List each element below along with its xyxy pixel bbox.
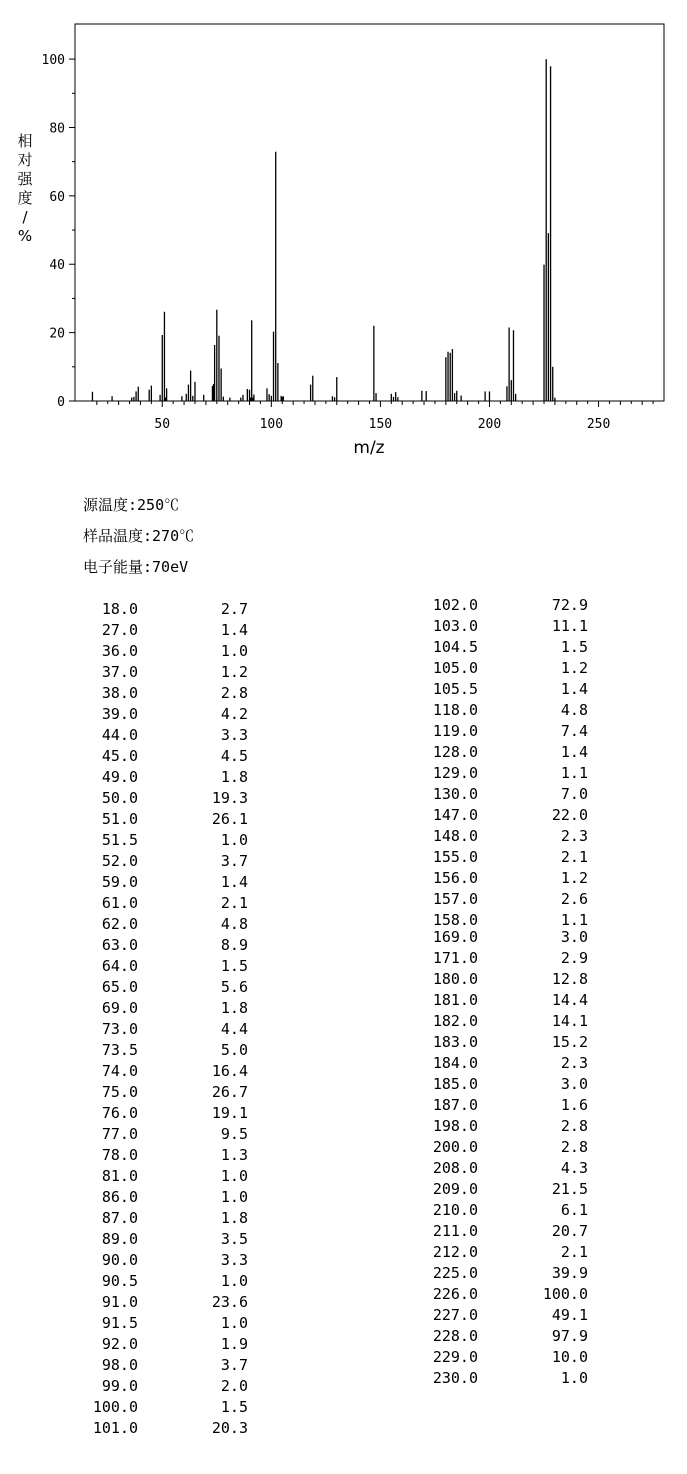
x-axis-label: m/z (353, 438, 385, 458)
intensity-value: 19.3 (211, 789, 248, 807)
intensity-value: 1.2 (560, 659, 588, 677)
mz-value: 148.0 (432, 827, 478, 845)
mz-value: 147.0 (432, 806, 478, 824)
intensity-value: 2.8 (560, 1117, 588, 1135)
mz-value: 65.0 (101, 978, 138, 996)
mz-value: 77.0 (101, 1125, 138, 1143)
intensity-value: 1.2 (220, 663, 248, 681)
y-tick-label: 100 (41, 53, 65, 69)
intensity-value: 2.3 (560, 1054, 588, 1072)
intensity-value: 12.8 (551, 970, 588, 988)
mz-value: 104.5 (432, 638, 478, 656)
mz-value: 182.0 (432, 1012, 478, 1030)
intensity-value: 3.0 (560, 1075, 588, 1093)
x-tick-label: 200 (477, 417, 502, 432)
mz-value: 75.0 (101, 1083, 138, 1101)
intensity-value: 1.5 (220, 1398, 248, 1416)
mz-value: 118.0 (432, 701, 478, 719)
intensity-value: 7.0 (560, 785, 588, 803)
mz-value: 36.0 (101, 642, 138, 660)
mz-value: 91.0 (101, 1293, 138, 1311)
mz-value: 38.0 (101, 684, 138, 702)
mz-value: 230.0 (432, 1369, 478, 1387)
mz-value: 90.5 (101, 1272, 138, 1290)
mz-value: 74.0 (101, 1062, 138, 1080)
intensity-value: 2.1 (560, 1243, 588, 1261)
mz-value: 49.0 (101, 768, 138, 786)
condition-line: 源温度:250℃ (83, 496, 180, 514)
intensity-value: 3.0 (560, 928, 588, 946)
intensity-value: 1.8 (220, 999, 248, 1017)
mz-value: 155.0 (432, 848, 478, 866)
mz-value: 90.0 (101, 1251, 138, 1269)
intensity-value: 2.3 (560, 827, 588, 845)
y-tick-label: 60 (49, 189, 65, 205)
mz-value: 61.0 (101, 894, 138, 912)
y-tick-label: 80 (49, 121, 65, 137)
intensity-value: 2.0 (220, 1377, 248, 1395)
intensity-value: 4.3 (560, 1159, 588, 1177)
intensity-value: 5.6 (220, 978, 248, 996)
intensity-value: 97.9 (551, 1327, 588, 1345)
intensity-value: 20.7 (551, 1222, 588, 1240)
intensity-value: 1.1 (560, 911, 588, 929)
intensity-value: 49.1 (551, 1306, 588, 1324)
condition-line: 电子能量:70eV (83, 558, 189, 576)
mz-value: 129.0 (432, 764, 478, 782)
intensity-value: 1.1 (560, 764, 588, 782)
intensity-value: 1.2 (560, 869, 588, 887)
mz-value: 18.0 (101, 600, 138, 618)
mz-value: 210.0 (432, 1201, 478, 1219)
mz-value: 51.0 (101, 810, 138, 828)
y-axis-label-char: / (22, 208, 28, 226)
intensity-value: 23.6 (211, 1293, 248, 1311)
intensity-value: 8.9 (220, 936, 248, 954)
intensity-value: 2.8 (220, 684, 248, 702)
intensity-value: 4.5 (220, 747, 248, 765)
intensity-value: 2.8 (560, 1138, 588, 1156)
intensity-value: 1.3 (220, 1146, 248, 1164)
intensity-value: 4.8 (560, 701, 588, 719)
intensity-value: 26.1 (211, 810, 248, 828)
intensity-value: 14.1 (551, 1012, 588, 1030)
intensity-value: 2.1 (220, 894, 248, 912)
mz-value: 92.0 (101, 1335, 138, 1353)
intensity-value: 2.7 (220, 600, 248, 618)
intensity-value: 1.0 (220, 1188, 248, 1206)
intensity-value: 1.0 (560, 1369, 588, 1387)
mz-value: 211.0 (432, 1222, 478, 1240)
mz-value: 130.0 (432, 785, 478, 803)
mz-value: 52.0 (101, 852, 138, 870)
plot-frame (75, 24, 664, 401)
mz-value: 208.0 (432, 1159, 478, 1177)
mz-value: 89.0 (101, 1230, 138, 1248)
mz-value: 100.0 (92, 1398, 138, 1416)
mz-value: 44.0 (101, 726, 138, 744)
mz-value: 63.0 (101, 936, 138, 954)
mz-value: 99.0 (101, 1377, 138, 1395)
y-tick-label: 40 (49, 258, 65, 274)
mz-value: 81.0 (101, 1167, 138, 1185)
mz-value: 158.0 (432, 911, 478, 929)
intensity-value: 1.5 (560, 638, 588, 656)
mz-value: 212.0 (432, 1243, 478, 1261)
mz-value: 45.0 (101, 747, 138, 765)
mz-value: 87.0 (101, 1209, 138, 1227)
intensity-value: 14.4 (551, 991, 588, 1009)
mz-value: 229.0 (432, 1348, 478, 1366)
x-tick-label: 50 (154, 417, 171, 432)
spectrum-peaks (92, 59, 554, 401)
x-tick-label: 100 (259, 417, 284, 432)
mz-value: 198.0 (432, 1117, 478, 1135)
mz-value: 180.0 (432, 970, 478, 988)
intensity-value: 3.7 (220, 1356, 248, 1374)
mz-value: 184.0 (432, 1054, 478, 1072)
mz-value: 39.0 (101, 705, 138, 723)
intensity-value: 1.0 (220, 1272, 248, 1290)
mz-value: 69.0 (101, 999, 138, 1017)
intensity-value: 4.8 (220, 915, 248, 933)
y-axis-label-char: 度 (17, 189, 33, 207)
mz-value: 51.5 (101, 831, 138, 849)
condition-line: 样品温度:270℃ (83, 527, 195, 545)
intensity-value: 6.1 (560, 1201, 588, 1219)
x-axis-ticks (97, 401, 653, 432)
mz-value: 227.0 (432, 1306, 478, 1324)
intensity-value: 1.6 (560, 1096, 588, 1114)
intensity-value: 1.9 (220, 1335, 248, 1353)
intensity-value: 1.8 (220, 768, 248, 786)
intensity-value: 4.2 (220, 705, 248, 723)
mz-value: 59.0 (101, 873, 138, 891)
intensity-value: 1.4 (560, 680, 588, 698)
mz-value: 225.0 (432, 1264, 478, 1282)
intensity-value: 1.4 (220, 873, 248, 891)
mz-value: 50.0 (101, 789, 138, 807)
x-tick-label: 150 (368, 417, 393, 432)
mz-value: 169.0 (432, 928, 478, 946)
intensity-value: 3.5 (220, 1230, 248, 1248)
intensity-value: 15.2 (551, 1033, 588, 1051)
mz-value: 98.0 (101, 1356, 138, 1374)
mz-value: 105.5 (432, 680, 478, 698)
y-axis-label-char: 相 (17, 132, 33, 150)
mz-value: 185.0 (432, 1075, 478, 1093)
intensity-value: 16.4 (211, 1062, 248, 1080)
intensity-value: 10.0 (551, 1348, 588, 1366)
intensity-value: 1.0 (220, 1314, 248, 1332)
intensity-value: 2.1 (560, 848, 588, 866)
intensity-value: 1.4 (560, 743, 588, 761)
intensity-value: 9.5 (220, 1125, 248, 1143)
x-tick-label: 250 (586, 417, 611, 432)
intensity-value: 1.0 (220, 831, 248, 849)
mz-value: 226.0 (432, 1285, 478, 1303)
mz-value: 128.0 (432, 743, 478, 761)
y-axis-label (17, 132, 33, 245)
mz-value: 181.0 (432, 991, 478, 1009)
mz-value: 187.0 (432, 1096, 478, 1114)
mz-value: 76.0 (101, 1104, 138, 1122)
intensity-value: 100.0 (542, 1285, 588, 1303)
mz-value: 156.0 (432, 869, 478, 887)
intensity-value: 1.8 (220, 1209, 248, 1227)
mz-value: 171.0 (432, 949, 478, 967)
intensity-value: 4.4 (220, 1020, 248, 1038)
mz-value: 183.0 (432, 1033, 478, 1051)
mz-value: 78.0 (101, 1146, 138, 1164)
mz-value: 105.0 (432, 659, 478, 677)
mz-value: 101.0 (92, 1419, 138, 1437)
intensity-value: 11.1 (551, 617, 588, 635)
intensity-value: 20.3 (211, 1419, 248, 1437)
mz-value: 64.0 (101, 957, 138, 975)
intensity-value: 21.5 (551, 1180, 588, 1198)
mz-value: 157.0 (432, 890, 478, 908)
y-axis-label-char: 对 (17, 151, 33, 169)
y-tick-label: 0 (57, 395, 65, 410)
intensity-value: 3.3 (220, 1251, 248, 1269)
intensity-value: 19.1 (211, 1104, 248, 1122)
mz-value: 91.5 (101, 1314, 138, 1332)
intensity-value: 72.9 (551, 596, 588, 614)
y-axis-label-char: % (17, 227, 33, 245)
intensity-value: 7.4 (560, 722, 588, 740)
mz-value: 209.0 (432, 1180, 478, 1198)
y-axis-label-char: 强 (17, 170, 33, 188)
intensity-value: 1.4 (220, 621, 248, 639)
mz-value: 119.0 (432, 722, 478, 740)
intensity-value: 1.0 (220, 642, 248, 660)
mz-value: 200.0 (432, 1138, 478, 1156)
mz-value: 103.0 (432, 617, 478, 635)
y-tick-label: 20 (49, 326, 65, 342)
mz-value: 37.0 (101, 663, 138, 681)
intensity-value: 2.9 (560, 949, 588, 967)
mz-value: 73.5 (101, 1041, 138, 1059)
intensity-value: 1.0 (220, 1167, 248, 1185)
intensity-value: 3.7 (220, 852, 248, 870)
mz-value: 102.0 (432, 596, 478, 614)
mass-spectrum-chart (0, 0, 687, 470)
y-axis-ticks (42, 53, 75, 410)
mz-value: 27.0 (101, 621, 138, 639)
intensity-value: 22.0 (551, 806, 588, 824)
mz-value: 73.0 (101, 1020, 138, 1038)
intensity-value: 3.3 (220, 726, 248, 744)
intensity-value: 5.0 (220, 1041, 248, 1059)
intensity-value: 1.5 (220, 957, 248, 975)
intensity-value: 2.6 (560, 890, 588, 908)
mz-value: 86.0 (101, 1188, 138, 1206)
mz-value: 228.0 (432, 1327, 478, 1345)
mz-value: 62.0 (101, 915, 138, 933)
intensity-value: 39.9 (551, 1264, 588, 1282)
intensity-value: 26.7 (211, 1083, 248, 1101)
